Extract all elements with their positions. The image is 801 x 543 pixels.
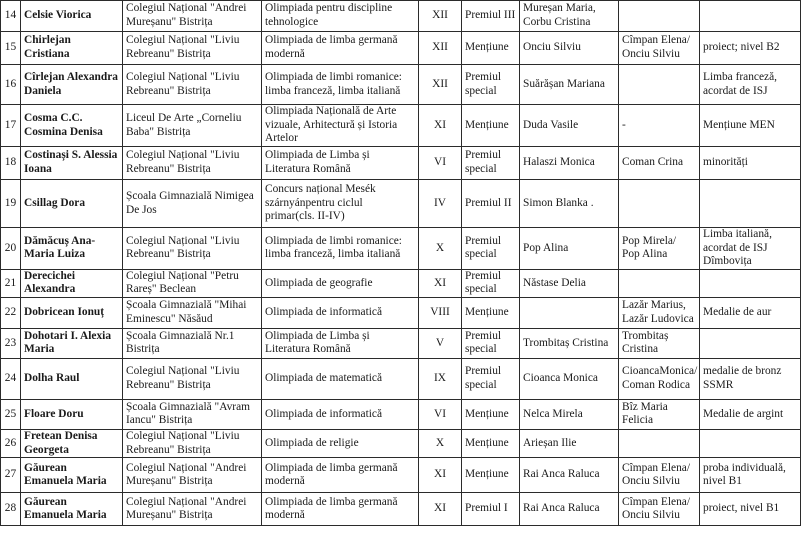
preparing-teachers-cell — [619, 269, 700, 297]
school-name-cell: Colegiul Național "Andrei Mureșanu" Bistrița — [123, 1, 262, 32]
table-row — [1, 358, 801, 399]
professor-cell: Trombitaș Cristina — [520, 328, 619, 358]
professor-cell: Halaszi Monica — [520, 147, 619, 180]
school-class-cell: IV — [419, 180, 462, 228]
table-row — [1, 429, 801, 457]
table-row — [1, 493, 801, 526]
observations-cell: Limba italiană, acordat de ISJ Dîmbovița — [700, 228, 801, 270]
table-row — [1, 297, 801, 328]
observations-cell — [700, 180, 801, 228]
row-number-cell: 16 — [1, 65, 21, 105]
row-number-cell: 27 — [1, 458, 21, 493]
observations-cell: proiect, nivel B1 — [700, 493, 801, 526]
professor-cell: Cioanca Monica — [520, 358, 619, 399]
observations-cell: proba individuală, nivel B1 — [700, 458, 801, 493]
competition-name-cell: Olimpiada de geografie — [262, 269, 419, 297]
school-name-cell: Colegiul Național "Andrei Mureșanu" Bistrița — [123, 458, 262, 493]
school-class-cell: XII — [419, 32, 462, 65]
award-cell: Premiul special — [462, 328, 520, 358]
observations-cell: proiect; nivel B2 — [700, 32, 801, 65]
competition-name-cell: Olimpiada pentru discipline tehnologice — [262, 1, 419, 32]
preparing-teachers-cell: - — [619, 105, 700, 147]
competition-name-cell: Olimpiada de Limba și Literatura Română — [262, 147, 419, 180]
observations-cell: medalie de bronz SSMR — [700, 358, 801, 399]
student-name-cell: Celsie Viorica — [21, 1, 123, 32]
observations-cell: Medalie de argint — [700, 399, 801, 429]
preparing-teachers-cell: Cîmpan Elena/ Onciu Silviu — [619, 458, 700, 493]
school-name-cell: Colegiul Național "Liviu Rebreanu" Bistrița — [123, 65, 262, 105]
school-name-cell: Școala Gimnazială Nr.1 Bistrița — [123, 328, 262, 358]
student-name-cell: Costinași S. Alessia Ioana — [21, 147, 123, 180]
professor-cell: Nelca Mirela — [520, 399, 619, 429]
student-name-cell: Derecichei Alexandra — [21, 269, 123, 297]
observations-cell — [700, 269, 801, 297]
school-class-cell: XII — [419, 1, 462, 32]
school-class-cell: XI — [419, 105, 462, 147]
school-name-cell: Colegiul Național "Liviu Rebreanu" Bistrița — [123, 228, 262, 270]
award-cell: Mențiune — [462, 297, 520, 328]
competition-name-cell: Olimpiada de limba germană modernă — [262, 32, 419, 65]
competition-name-cell: Olimpiada de religie — [262, 429, 419, 457]
award-cell: Mențiune — [462, 32, 520, 65]
competition-name-cell: Olimpiada de Limba și Literatura Română — [262, 328, 419, 358]
professor-cell: Rai Anca Raluca — [520, 458, 619, 493]
school-class-cell: X — [419, 228, 462, 270]
preparing-teachers-cell: Lazăr Marius, Lazăr Ludovica — [619, 297, 700, 328]
competition-name-cell: Olimpiada de informatică — [262, 399, 419, 429]
student-name-cell: Cîrlejan Alexandra Daniela — [21, 65, 123, 105]
table-row — [1, 105, 801, 147]
observations-cell: Medalie de aur — [700, 297, 801, 328]
table-row — [1, 65, 801, 105]
school-name-cell: Colegiul Național "Liviu Rebreanu" Bistrița — [123, 147, 262, 180]
table-row — [1, 32, 801, 65]
table-row — [1, 180, 801, 228]
table-row — [1, 228, 801, 270]
row-number-cell: 21 — [1, 269, 21, 297]
observations-cell: minorități — [700, 147, 801, 180]
school-class-cell: VIII — [419, 297, 462, 328]
row-number-cell: 25 — [1, 399, 21, 429]
row-number-cell: 28 — [1, 493, 21, 526]
student-name-cell: Fretean Denisa Georgeta — [21, 429, 123, 457]
row-number-cell: 18 — [1, 147, 21, 180]
observations-cell: Limba franceză, acordat de ISJ — [700, 65, 801, 105]
competition-name-cell: Concurs național Mesék szárnyánpentru ciclul primar(cls. II-IV) — [262, 180, 419, 228]
school-name-cell: Școala Gimnazială "Avram Iancu" Bistrița — [123, 399, 262, 429]
preparing-teachers-cell — [619, 180, 700, 228]
school-class-cell: XI — [419, 269, 462, 297]
school-class-cell: XII — [419, 65, 462, 105]
award-cell: Mențiune — [462, 399, 520, 429]
student-name-cell: Cosma C.C. Cosmina Denisa — [21, 105, 123, 147]
preparing-teachers-cell — [619, 429, 700, 457]
school-name-cell: Școala Gimnazială Nimigea De Jos — [123, 180, 262, 228]
school-class-cell: VI — [419, 147, 462, 180]
row-number-cell: 19 — [1, 180, 21, 228]
award-cell: Mențiune — [462, 429, 520, 457]
row-number-cell: 23 — [1, 328, 21, 358]
award-cell: Premiul II — [462, 180, 520, 228]
preparing-teachers-cell: Trombitaș Cristina — [619, 328, 700, 358]
student-name-cell: Dolha Raul — [21, 358, 123, 399]
preparing-teachers-cell: Pop Mirela/ Pop Alina — [619, 228, 700, 270]
results-table-body — [1, 1, 801, 526]
row-number-cell: 14 — [1, 1, 21, 32]
professor-cell: Suărășan Mariana — [520, 65, 619, 105]
competition-name-cell: Olimpiada de informatică — [262, 297, 419, 328]
table-row — [1, 269, 801, 297]
school-name-cell: Colegiul Național "Andrei Mureșanu" Bistrița — [123, 493, 262, 526]
competition-name-cell: Olimpiada de limba germană modernă — [262, 493, 419, 526]
observations-cell — [700, 429, 801, 457]
preparing-teachers-cell: Bîz Maria Felicia — [619, 399, 700, 429]
school-class-cell: X — [419, 429, 462, 457]
award-cell: Premiul special — [462, 65, 520, 105]
table-row — [1, 1, 801, 32]
row-number-cell: 15 — [1, 32, 21, 65]
competition-name-cell: Olimpiada Națională de Arte vizuale, Arhitectură și Istoria Artelor — [262, 105, 419, 147]
professor-cell: Rai Anca Raluca — [520, 493, 619, 526]
student-name-cell: Dohotari I. Alexia Maria — [21, 328, 123, 358]
professor-cell: Mureșan Maria, Corbu Cristina — [520, 1, 619, 32]
competition-name-cell: Olimpiada de matematică — [262, 358, 419, 399]
preparing-teachers-cell — [619, 65, 700, 105]
row-number-cell: 26 — [1, 429, 21, 457]
competition-name-cell: Olimpiada de limba germană modernă — [262, 458, 419, 493]
professor-cell: Pop Alina — [520, 228, 619, 270]
preparing-teachers-cell — [619, 1, 700, 32]
table-row — [1, 147, 801, 180]
professor-cell: Năstase Delia — [520, 269, 619, 297]
school-name-cell: Liceul De Arte „Corneliu Baba" Bistrița — [123, 105, 262, 147]
preparing-teachers-cell: Cîmpan Elena/ Onciu Silviu — [619, 493, 700, 526]
student-name-cell: Chirlejan Cristiana — [21, 32, 123, 65]
competition-name-cell: Olimpiada de limbi romanice: limba franceză, limba italiană — [262, 228, 419, 270]
award-cell: Premiul special — [462, 228, 520, 270]
award-cell: Premiul special — [462, 269, 520, 297]
student-name-cell: Csillag Dora — [21, 180, 123, 228]
preparing-teachers-cell: Coman Crina — [619, 147, 700, 180]
professor-cell: Simon Blanka . — [520, 180, 619, 228]
row-number-cell: 17 — [1, 105, 21, 147]
observations-cell: Mențiune MEN — [700, 105, 801, 147]
observations-cell — [700, 1, 801, 32]
school-name-cell: Colegiul Național "Liviu Rebreanu" Bistrița — [123, 429, 262, 457]
table-row — [1, 399, 801, 429]
award-cell: Premiul special — [462, 147, 520, 180]
student-name-cell: Dobricean Ionuț — [21, 297, 123, 328]
professor-cell: Duda Vasile — [520, 105, 619, 147]
professor-cell: Arieșan Ilie — [520, 429, 619, 457]
school-class-cell: IX — [419, 358, 462, 399]
professor-cell — [520, 297, 619, 328]
student-name-cell: Floare Doru — [21, 399, 123, 429]
row-number-cell: 24 — [1, 358, 21, 399]
preparing-teachers-cell: Cîmpan Elena/ Onciu Silviu — [619, 32, 700, 65]
school-name-cell: Colegiul Național "Petru Rareș" Beclean — [123, 269, 262, 297]
award-cell: Premiul III — [462, 1, 520, 32]
award-cell: Premiul I — [462, 493, 520, 526]
school-name-cell: Colegiul Național "Liviu Rebreanu" Bistrița — [123, 358, 262, 399]
award-cell: Mențiune — [462, 458, 520, 493]
table-row — [1, 328, 801, 358]
award-cell: Premiul special — [462, 358, 520, 399]
row-number-cell: 22 — [1, 297, 21, 328]
school-class-cell: XI — [419, 458, 462, 493]
school-class-cell: V — [419, 328, 462, 358]
student-name-cell: Găurean Emanuela Maria — [21, 458, 123, 493]
preparing-teachers-cell: CioancaMonica/ Coman Rodica — [619, 358, 700, 399]
student-name-cell: Dămăcuș Ana-Maria Luiza — [21, 228, 123, 270]
student-name-cell: Găurean Emanuela Maria — [21, 493, 123, 526]
professor-cell: Onciu Silviu — [520, 32, 619, 65]
award-cell: Mențiune — [462, 105, 520, 147]
school-name-cell: Școala Gimnazială "Mihai Eminescu" Năsăud — [123, 297, 262, 328]
row-number-cell: 20 — [1, 228, 21, 270]
competition-name-cell: Olimpiada de limbi romanice: limba franceză, limba italiană — [262, 65, 419, 105]
school-name-cell: Colegiul Național "Liviu Rebreanu" Bistrița — [123, 32, 262, 65]
observations-cell — [700, 328, 801, 358]
school-class-cell: XI — [419, 493, 462, 526]
table-row — [1, 458, 801, 493]
school-class-cell: VI — [419, 399, 462, 429]
